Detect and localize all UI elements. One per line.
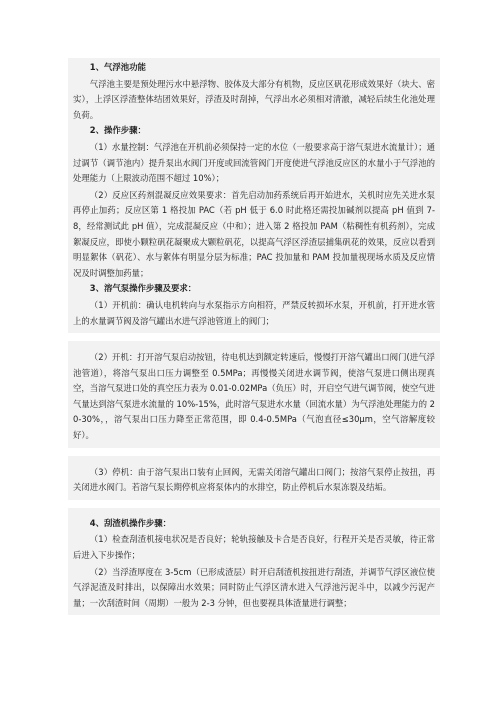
- paragraph: （2）反应区药剂混凝反应效果要求：首先启动加药系统后再开始进水，关机时应先关进水泵再停止加药；反应区第 1 格投加 PAC（若 pH 低于 6.0 时此格还需投加碱剂以提高 pH 值到 7-8，经常测试此 pH 值），完成混凝反应（中和）；进入第 2 格投加 PAM（粘稠性有机药剂），完成絮凝反应，即使小颗粒矾花凝聚成大颗粒矾花，以提高气浮区浮渣层捕集矾花的效果，反应以看到明显絮体（矾花）、水与絮体有明显分层为标准；PAC 投加量和 PAM 投加量视现场水质及反应情况及时调整加药量；: [73, 189, 435, 278]
- paragraph: （2）开机：打开溶气泵启动按钮，待电机达到额定转速后，慢慢打开溶气罐出口阀门(进气浮池管道），将溶气泵出口压力调整至 0.5MPa；再慢慢关闭进水调节阀，使溶气泵进口侧出现真空，当溶气泵进口处的真空压力表为 0.01-0.02MPa（负压）时，开启空气进气调节阀，使空气进气量达到溶气泵进水流量的 10%-15%，此时溶气泵进水水量（回流水量）为气浮池处理能力的 20-30%，，溶气泵出口压力降至正常范围，即 0.4-0.5MPa（气泡直径≤30μm，空气溶解度较好）。: [73, 352, 435, 441]
- paragraph: （1）开机前：确认电机转向与水泵指示方向相符，严禁反转损坏水泵，开机前，打开进水管上的水量调节阀及溶气罐出水进气浮池管道上的阀门；: [73, 299, 435, 326]
- paragraph: （2）当浮渣厚度在 3-5cm（已形成渣层）时开启刮渣机按扭进行刮渣，并调节气浮区液位使气浮泥渣及时排出，以保障出水效果；同时防止气浮区清水进入气浮池污泥斗中，以减少污泥产量；一次刮渣时间（周期）一般为 2-3 分钟，但也要视具体渣量进行调整；: [73, 566, 435, 608]
- paragraph: （1）水量控制：气浮池在开机前必须保持一定的水位（一般要求高于溶气泵进水流量计）；通过调节（调节池内）提升泵出水阀门开度或回流管阀门开度使进气浮池反应区的水量小于气浮池的处理能力（上限波动范围不超过 10%）；: [73, 141, 435, 184]
- section-heading-1: 1、气浮池功能: [89, 62, 146, 72]
- text-block-3: [68, 456, 440, 500]
- paragraph: （1）检查刮渣机接电状况是否良好；轮轨接触及卡合是否良好，行程开关是否灵敏，待正常后进入下步操作；: [73, 534, 435, 561]
- text-block-4: [68, 508, 440, 616]
- section-heading-3: 3、溶气泵操作步骤及要求：: [89, 283, 197, 294]
- text-block-1: [68, 58, 440, 333]
- paragraph: （3）停机：由于溶气泵出口装有止回阀，无需关闭溶气罐出口阀门；按溶气泵停止按扭，再关闭进水阀门。若溶气泵长期停机应将泵体内的水排空，防止停机后水泵冻裂及结垢。: [73, 466, 435, 493]
- section-heading-2: 2、操作步骤：: [89, 125, 146, 136]
- paragraph: 气浮池主要是预处理污水中悬浮物、胶体及大部分有机物，反应区矾花形成效果好（块大、密实），上浮区浮渣整体结团效果好，浮渣及时刮掉，气浮出水必须相对清澈，减轻后续生化池处理负荷。: [73, 78, 435, 120]
- section-heading-4: 4、刮渣机操作步骤：: [89, 517, 171, 528]
- document-page: [68, 58, 440, 623]
- text-block-2: [68, 341, 440, 448]
